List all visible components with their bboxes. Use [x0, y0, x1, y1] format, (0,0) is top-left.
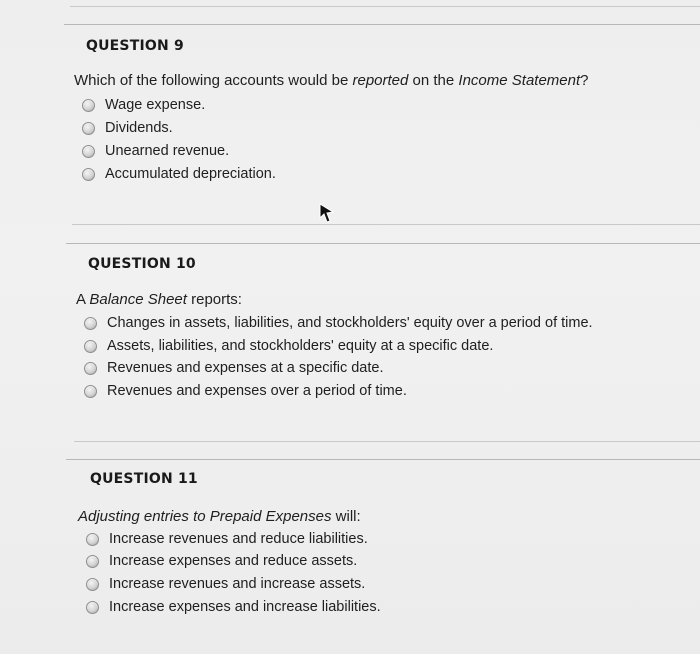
- mouse-cursor-icon: [318, 202, 336, 224]
- question-11-option[interactable]: Increase revenues and reduce liabilities.: [86, 531, 368, 547]
- radio-button[interactable]: [84, 362, 97, 375]
- question-9-option[interactable]: Unearned revenue.: [82, 143, 229, 159]
- radio-button[interactable]: [86, 555, 99, 568]
- question-10-prompt: A Balance Sheet reports:: [76, 291, 242, 308]
- question-10-option[interactable]: Assets, liabilities, and stockholders' equity at a specific date.: [84, 338, 493, 354]
- question-10-option[interactable]: Revenues and expenses at a specific date.: [84, 360, 383, 376]
- question-10-option[interactable]: Changes in assets, liabilities, and stockholders' equity over a period of time.: [84, 315, 593, 331]
- question-9-option[interactable]: Accumulated depreciation.: [82, 166, 276, 182]
- divider: [66, 243, 700, 244]
- radio-button[interactable]: [82, 122, 95, 135]
- divider: [72, 224, 700, 225]
- radio-button[interactable]: [84, 317, 97, 330]
- radio-button[interactable]: [86, 533, 99, 546]
- divider: [66, 459, 700, 460]
- divider: [70, 6, 700, 7]
- question-11-option[interactable]: Increase expenses and increase liabilities.: [86, 599, 381, 615]
- question-9-option[interactable]: Dividends.: [82, 120, 173, 136]
- radio-button[interactable]: [82, 168, 95, 181]
- radio-button[interactable]: [82, 99, 95, 112]
- question-9-heading: QUESTION 9: [86, 38, 184, 54]
- radio-button[interactable]: [86, 601, 99, 614]
- question-10-heading: QUESTION 10: [88, 256, 196, 272]
- question-11-heading: QUESTION 11: [90, 471, 198, 487]
- question-11-option[interactable]: Increase revenues and increase assets.: [86, 576, 365, 592]
- radio-button[interactable]: [82, 145, 95, 158]
- radio-button[interactable]: [84, 385, 97, 398]
- question-11-prompt: Adjusting entries to Prepaid Expenses will:: [78, 508, 361, 525]
- question-9-option[interactable]: Wage expense.: [82, 97, 205, 113]
- radio-button[interactable]: [86, 578, 99, 591]
- question-11-option[interactable]: Increase expenses and reduce assets.: [86, 553, 357, 569]
- divider: [74, 441, 700, 442]
- divider: [64, 24, 700, 25]
- question-9-prompt: Which of the following accounts would be reported on the Income Statement?: [74, 72, 589, 89]
- radio-button[interactable]: [84, 340, 97, 353]
- question-10-option[interactable]: Revenues and expenses over a period of time.: [84, 383, 407, 399]
